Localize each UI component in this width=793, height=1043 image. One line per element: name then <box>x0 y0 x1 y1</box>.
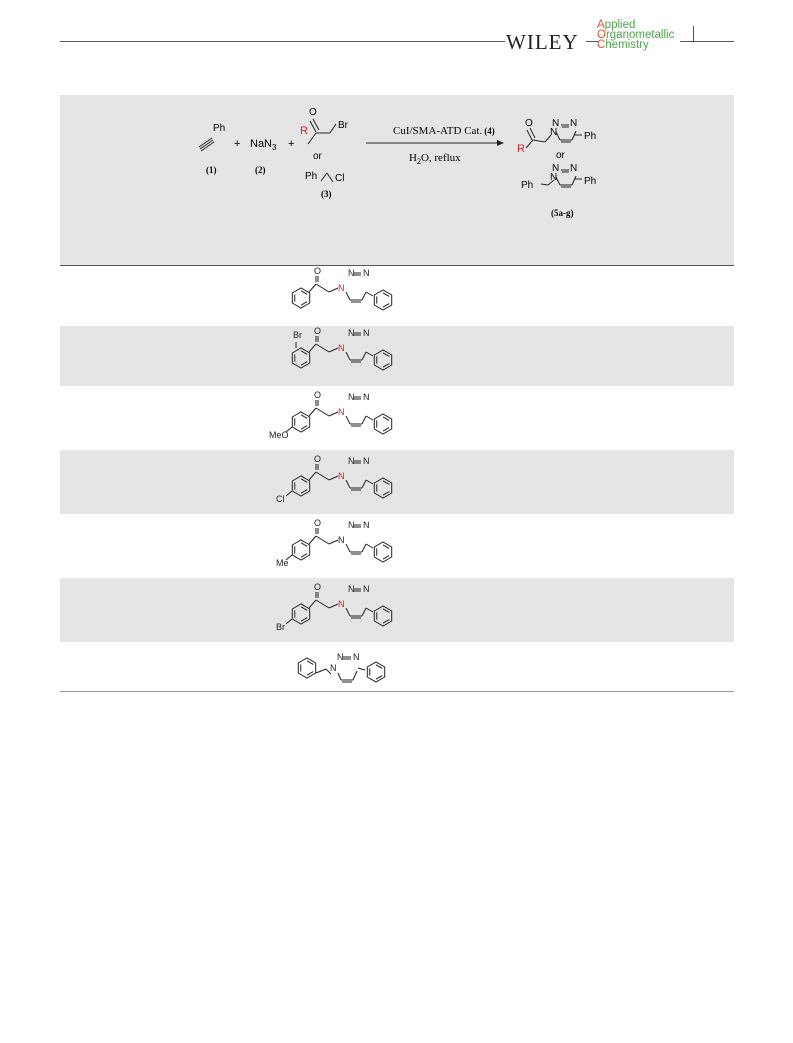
table-row <box>60 578 734 642</box>
product-structure <box>60 266 734 326</box>
svg-text:(3): (3) <box>321 189 332 199</box>
journal-logo: Applied Organometallic Chemistry <box>597 19 675 51</box>
table-row <box>60 386 734 450</box>
bond <box>309 536 316 544</box>
atom-label: N <box>363 328 370 338</box>
bond <box>353 671 357 680</box>
bond <box>366 480 373 484</box>
svg-text:CuI/SMA-ATD Cat.(4): CuI/SMA-ATD Cat. (4) <box>393 125 495 137</box>
atom-label: Br <box>276 622 285 632</box>
bond <box>316 408 329 416</box>
bond <box>362 352 366 360</box>
atom-label: Cl <box>276 494 285 504</box>
atom-label: N <box>338 343 345 353</box>
product-structure <box>60 514 734 578</box>
bond <box>346 544 350 552</box>
reaction-scheme-drawing <box>60 95 734 227</box>
atom-label: N <box>348 520 355 530</box>
bond <box>316 344 329 352</box>
bond <box>309 344 316 352</box>
table-row <box>60 326 734 386</box>
svg-text:(5a-g): (5a-g) <box>551 208 574 218</box>
atom-label: N <box>338 407 345 417</box>
atom-label: O <box>314 454 322 464</box>
atom-label: N <box>363 392 370 402</box>
bond <box>309 284 316 292</box>
table-header <box>60 227 734 266</box>
reaction-scheme <box>60 95 734 227</box>
bond <box>309 600 316 608</box>
svg-text:Ph: Ph <box>521 180 534 191</box>
atom-label: N <box>330 663 337 673</box>
atom-label: O <box>314 390 322 400</box>
product-structure <box>60 386 734 450</box>
bond <box>346 416 350 424</box>
bond <box>329 476 338 480</box>
bond <box>316 472 329 480</box>
atom-label: N <box>363 268 370 278</box>
product-structure <box>60 450 734 514</box>
atom-label: N <box>338 283 345 293</box>
svg-text:H2O, reflux: $H_2O$, reflux <box>409 152 461 166</box>
svg-text:NaN3: NaN$_3$ <box>250 138 277 152</box>
bond <box>346 292 350 300</box>
atom-label: N <box>363 520 370 530</box>
svg-text:N: N <box>550 172 558 183</box>
page-tab-mark <box>693 26 694 41</box>
atom-label: Br <box>293 330 302 340</box>
svg-text:(2): (2) <box>255 165 266 175</box>
header-rule-left <box>60 41 505 42</box>
svg-text:Br: Br <box>338 120 348 131</box>
bond <box>346 352 350 360</box>
bond <box>329 604 338 608</box>
bond <box>329 348 338 352</box>
svg-text:or: or <box>556 150 565 161</box>
atom-label: N <box>338 471 345 481</box>
svg-text:+: + <box>234 138 241 150</box>
product-structure <box>60 326 734 386</box>
svg-text:N: N <box>552 118 560 129</box>
atom-label: N <box>363 584 370 594</box>
bond <box>362 608 366 616</box>
bond <box>346 608 350 616</box>
product-structure <box>60 642 734 691</box>
svg-text:Cl: Cl <box>335 173 345 184</box>
table-row <box>60 450 734 514</box>
bond <box>366 292 373 296</box>
atom-label: N <box>348 392 355 402</box>
svg-text:O: O <box>525 118 533 129</box>
svg-text:or: or <box>313 151 322 162</box>
atom-label: N <box>348 456 355 466</box>
bond <box>362 416 366 424</box>
bond <box>362 480 366 488</box>
svg-text:(1): (1) <box>206 165 217 175</box>
svg-text:N: N <box>552 163 560 174</box>
publisher-logo: WILEY <box>506 30 579 54</box>
svg-text:N: N <box>550 127 558 138</box>
bond <box>286 491 292 496</box>
atom-label: O <box>314 326 322 336</box>
bond <box>366 352 373 356</box>
table-row <box>60 514 734 578</box>
svg-text:Ph: Ph <box>584 131 597 142</box>
atom-label: N <box>338 535 345 545</box>
atom-label: N <box>348 268 355 278</box>
bond <box>309 472 316 480</box>
bond <box>346 480 350 488</box>
svg-text:R: R <box>517 143 525 155</box>
svg-text:R: R <box>300 125 308 137</box>
atom-label: MeO <box>269 430 289 440</box>
atom-label: N <box>363 456 370 466</box>
svg-text:Ph: Ph <box>213 123 226 134</box>
svg-text:Ph: Ph <box>584 176 597 187</box>
svg-text:+: + <box>288 138 295 150</box>
atom-label: Me <box>276 558 289 568</box>
bond <box>316 536 329 544</box>
product-structure <box>60 578 734 642</box>
bond <box>316 284 329 292</box>
table-row <box>60 642 734 691</box>
svg-text:O: O <box>309 107 317 118</box>
atom-label: N <box>338 599 345 609</box>
bond <box>338 673 341 680</box>
bond <box>286 619 292 624</box>
bond <box>366 544 373 548</box>
table-bottom-rule <box>60 691 734 692</box>
bond <box>366 608 373 612</box>
bond <box>329 412 338 416</box>
bond <box>316 600 329 608</box>
atom-label: N <box>337 652 344 662</box>
bond <box>316 669 326 673</box>
svg-text:Ph: Ph <box>305 171 318 182</box>
atom-label: O <box>314 582 322 592</box>
atom-label: N <box>353 652 360 662</box>
bond <box>329 288 338 292</box>
atom-label: O <box>314 266 322 276</box>
atom-label: N <box>348 584 355 594</box>
bond <box>329 540 338 544</box>
bond <box>362 292 366 300</box>
svg-text:N: N <box>570 163 578 174</box>
atom-label: N <box>348 328 355 338</box>
bond <box>358 668 365 670</box>
svg-text:N: N <box>570 118 578 129</box>
header-rule-right <box>680 41 734 42</box>
table-row <box>60 266 734 326</box>
bond <box>366 416 373 420</box>
bond <box>309 408 316 416</box>
atom-label: O <box>314 518 322 528</box>
bond <box>362 544 366 552</box>
